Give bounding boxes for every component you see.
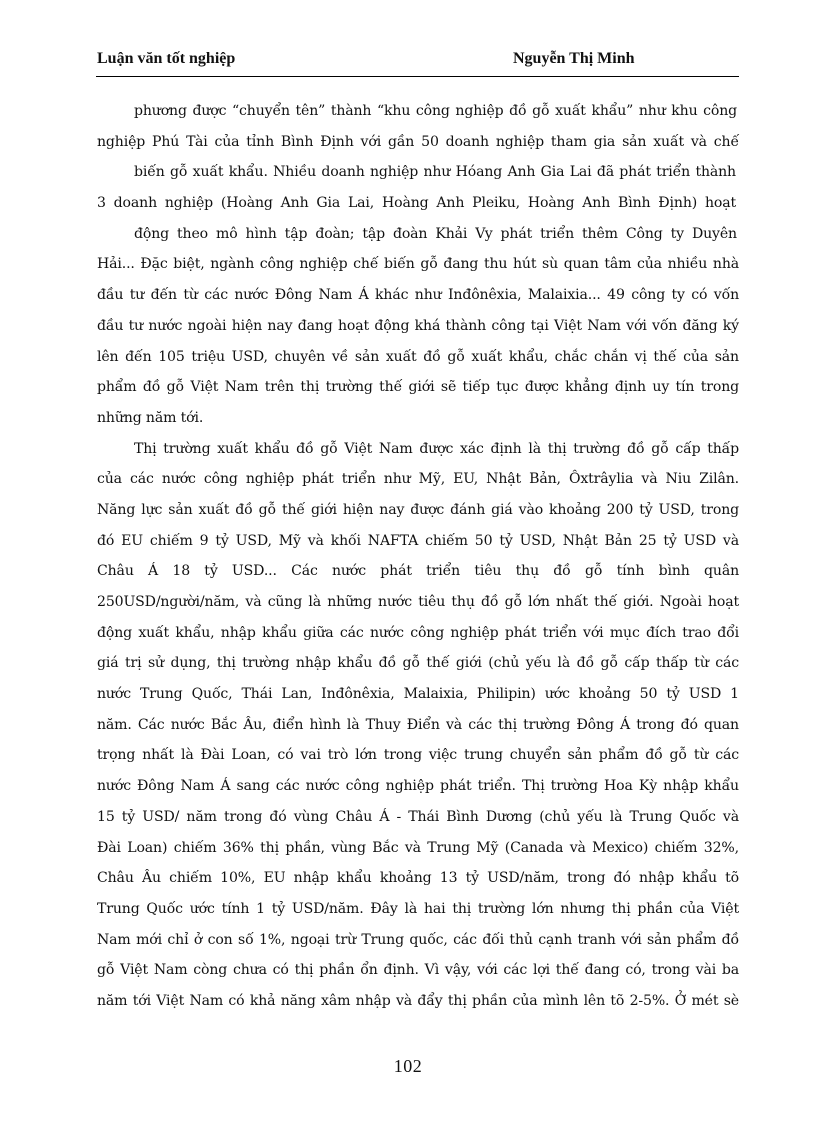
text-line: Trung Quốc ước tính 1 tỷ USD/năm. Đây là hai thị trường lớn nhưng thị phần của Việt <box>97 900 739 917</box>
text-line: đó EU chiếm 9 tỷ USD, Mỹ và khối NAFTA chiếm 50 tỷ USD, Nhật Bản 25 tỷ USD và <box>97 532 739 549</box>
text-line: trọng nhất là Đài Loan, có vai trò lớn trong việc trung chuyển sản phẩm đồ gỗ từ các <box>97 747 739 764</box>
header-thesis-label: Luận văn tốt nghiệp <box>97 50 236 67</box>
text-line: đầu tư nước ngoài hiện nay đang hoạt động khá thành công tại Việt Nam với vốn đăng ký <box>97 317 739 334</box>
text-line: của các nước công nghiệp phát triển như Mỹ, EU, Nhật Bản, Ôxtrâylia và Niu Zilân. <box>97 471 739 488</box>
text-line: 3 doanh nghiệp (Hoàng Anh Gia Lai, Hoàng Anh Pleiku, Hoàng Anh Bình Định) hoạt <box>97 195 736 212</box>
text-line: giá trị sử dụng, thị trường nhập khẩu đồ gỗ thế giới (chủ yếu là đồ gỗ cấp thấp từ các <box>97 655 739 672</box>
text-line: phương được “chuyển tên” thành “khu công nghiệp đồ gỗ xuất khẩu” như khu công <box>134 103 737 119</box>
paragraph <box>97 96 739 434</box>
text-line: động xuất khẩu, nhập khẩu giữa các nước công nghiệp phát triển với mục đích trao đổi <box>97 624 739 641</box>
text-line: Đài Loan) chiếm 36% thị phần, vùng Bắc và Trung Mỹ (Canada và Mexico) chiếm 32%, <box>97 839 739 856</box>
text-line: Thị trường xuất khẩu đồ gỗ Việt Nam được xác định là thị trường đồ gỗ cấp thấp <box>134 440 739 457</box>
header-rule <box>96 76 739 77</box>
text-line: Châu Âu chiếm 10%, EU nhập khẩu khoảng 13 tỷ USD/năm, trong đó nhập khẩu tõ <box>97 870 739 887</box>
text-line: Hải... Đặc biệt, ngành công nghiệp chế biến gỗ đang thu hút sù quan tâm của nhiều nhà <box>97 256 739 273</box>
text-line: nước Trung Quốc, Thái Lan, Inđônêxia, Malaixia, Philipin) ước khoảng 50 tỷ USD 1 <box>97 686 739 703</box>
header-author-name: Nguyễn Thị Minh <box>513 50 635 67</box>
text-line: Năng lực sản xuất đồ gỗ thế giới hiện nay được đánh giá vào khoảng 200 tỷ USD, trong <box>97 501 739 518</box>
paragraph <box>97 434 739 1017</box>
body-text <box>97 96 739 1017</box>
page-number: 102 <box>393 1056 423 1076</box>
text-line: nghiệp Phú Tài của tỉnh Bình Định với gần 50 doanh nghiệp tham gia sản xuất và chế <box>97 133 739 150</box>
text-line: Châu Á 18 tỷ USD... Các nước phát triển tiêu thụ đồ gỗ tính bình quân <box>97 563 739 580</box>
text-line: gỗ Việt Nam còng chưa có thị phần ổn định. Vì vậy, với các lợi thế đang có, trong vài ba <box>97 962 739 979</box>
text-line: năm. Các nước Bắc Âu, điển hình là Thuy Điển và các thị trường Đông Á trong đó quan <box>97 716 739 733</box>
text-line: năm tới Việt Nam có khả năng xâm nhập và đẩy thị phần của mình lên tõ 2-5%. Ở mét sè <box>97 992 739 1009</box>
text-line: biến gỗ xuất khẩu. Nhiều doanh nghiệp như Hóang Anh Gia Lai đã phát triển thành <box>134 164 736 181</box>
text-line: Nam mới chỉ ở con số 1%, ngoại trừ Trung quốc, các đối thủ cạnh tranh với sản phẩm đồ <box>97 931 739 948</box>
text-line: động theo mô hình tập đoàn; tập đoàn Khải Vy phát triển thêm Công ty Duyên <box>134 225 737 242</box>
text-line: 15 tỷ USD/ năm trong đó vùng Châu Á - Thái Bình Dương (chủ yếu là Trung Quốc và <box>97 808 739 825</box>
text-line: đầu tư đến từ các nước Đông Nam Á khác như Inđônêxia, Malaixia... 49 công ty có vốn <box>97 287 739 304</box>
text-line: 250USD/người/năm, và cũng là những nước tiêu thụ đồ gỗ lớn nhất thế giới. Ngoài hoạt <box>97 594 739 610</box>
text-line: phẩm đồ gỗ Việt Nam trên thị trường thế giới sẽ tiếp tục được khẳng định uy tín trong <box>97 379 739 396</box>
text-line: những năm tới. <box>97 409 204 426</box>
text-line: nước Đông Nam Á sang các nước công nghiệp phát triển. Thị trường Hoa Kỳ nhập khẩu <box>97 778 739 795</box>
text-line: lên đến 105 triệu USD, chuyên về sản xuất đồ gỗ xuất khẩu, chắc chắn vị thế của sản <box>97 348 739 365</box>
page-header <box>97 50 737 74</box>
